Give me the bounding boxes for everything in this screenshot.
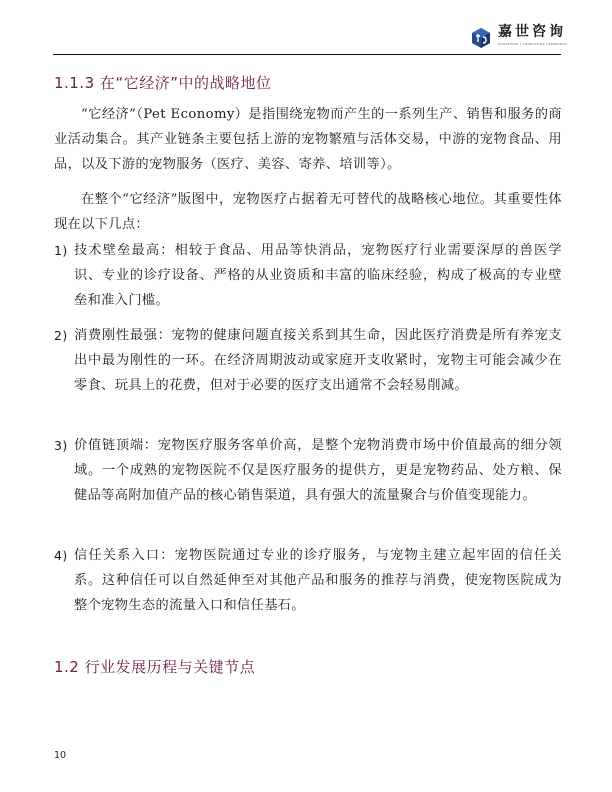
section-heading-1-2: 1.2 行业发展历程与关键节点	[54, 658, 256, 676]
page-number: 10	[54, 750, 67, 761]
list-text: 价值链顶端：宠物医疗服务客单价高，是整个宠物消费市场中价值最高的细分领域。一个成熟的宠物医院不仅是医疗服务的提供方，更是宠物药品、处方粮、保健品等高附加值产品的核心销售渠道，具有强大的流量聚合与价值变现能力。	[74, 438, 562, 503]
list-number: 4)	[54, 548, 68, 563]
list-item-trust-entry	[54, 543, 562, 618]
brand-tagline: MARKETING | CONSULTING | RESEARCH	[498, 42, 568, 46]
list-text: 技术壁垒最高：相较于食品、用品等快消品，宠物医疗行业需要深厚的兽医学识、专业的诊疗设备、严格的从业资质和丰富的临床经验，构成了极高的专业壁垒和准入门槛。	[74, 243, 562, 308]
brand-logo	[470, 24, 567, 50]
list-number: 1)	[54, 243, 68, 258]
header-divider	[53, 54, 561, 55]
paragraph-pet-economy-definition: “它经济”（Pet Economy）是指围绕宠物而产生的一系列生产、销售和服务的商业活动集合。其产业链条主要包括上游的宠物繁殖与活体交易，中游的宠物食品、用品，以及下游的宠物服务（医疗、美容、寄养、培训等）。	[54, 107, 562, 172]
list-text: 信任关系入口：宠物医院通过专业的诊疗服务，与宠物主建立起牢固的信任关系。这种信任可以自然延伸至对其他产品和服务的推荐与消费，使宠物医院成为整个宠物生态的流量入口和信任基石。	[74, 548, 562, 613]
list-text: 消费刚性最强：宠物的健康问题直接关系到其生命，因此医疗消费是所有养宠支出中最为刚性的一环。在经济周期波动或家庭开支收紧时，宠物主可能会减少在零食、玩具上的花费，但对于必要的医疗支出通常不会轻易削减。	[74, 328, 562, 393]
list-number: 3)	[54, 438, 68, 453]
list-number: 2)	[54, 328, 68, 343]
paragraph-strategic-position-intro: 在整个“它经济”版图中，宠物医疗占据着无可替代的战略核心地位。其重要性体现在以下几点：	[54, 192, 562, 232]
brand-logo-icon	[470, 27, 492, 49]
section-heading-1-1-3: 1.1.3 在“它经济”中的战略地位	[54, 74, 272, 92]
list-item-technical-barrier	[54, 238, 562, 313]
list-item-consumption-rigidity	[54, 323, 562, 398]
brand-name: 嘉世咨询	[498, 24, 566, 40]
list-item-value-chain-top	[54, 433, 562, 508]
